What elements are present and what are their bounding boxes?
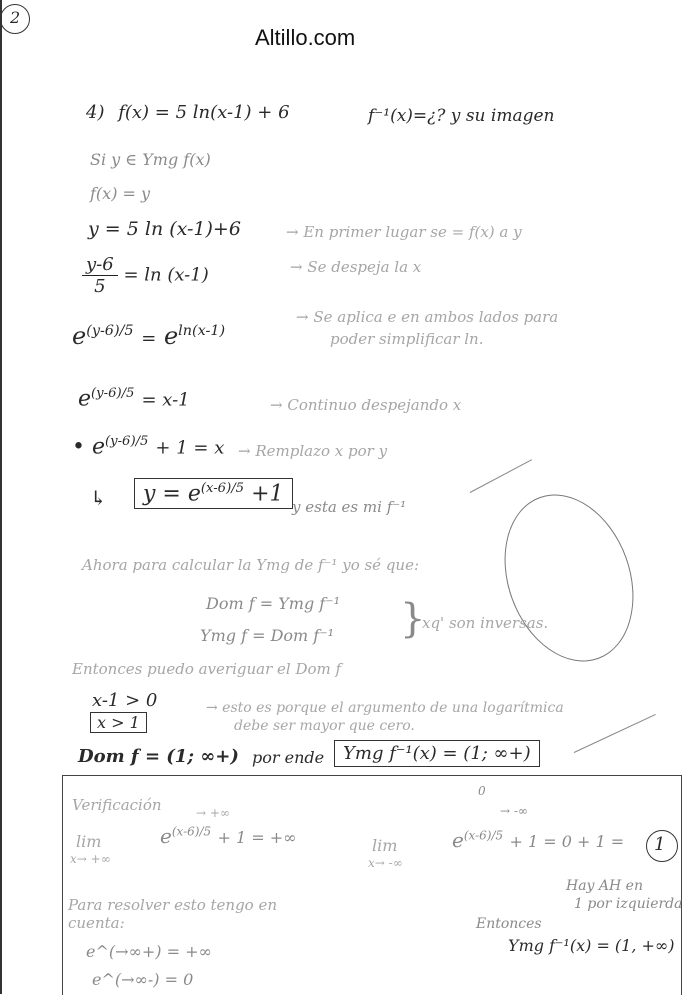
reminder-line-2: cuenta: [68,914,125,932]
then-label: Entonces [476,916,542,932]
step-7-note: → Remplazo x por y [238,442,388,460]
step-4-note: → Se despeja la x [290,258,422,276]
limit-1-sub: x→ +∞ [70,852,111,866]
inverse-function-result: $y = e^{(x-6)/5} +1$ [134,478,293,509]
step-5-note-line2: poder simplificar ln. [330,330,484,348]
doodle-circle [482,476,655,679]
limit-2-sub: x→ -∞ [368,856,403,870]
inequality-note-2: debe ser mayor que cero. [234,718,415,734]
rule-1: e^(→∞+) = +∞ [86,942,212,961]
site-header: Altillo.com [255,25,356,50]
inverse-note: xq' son inversas. [422,614,549,632]
problem-function: f(x) = 5 ln(x-1) + 6 [118,102,290,123]
step-7-exponent: (y-6)/5 [105,434,149,449]
limit-2-above-b: → -∞ [500,804,528,818]
step-3: y = 5 ln (x-1)+6 [88,218,241,240]
step-1: Si y ∈ Ymg f(x) [90,150,211,169]
limit-2-result: 1 [654,834,665,855]
step-4 [82,254,209,297]
limit-2-above-a: 0 [478,784,486,798]
rule-2: e^(→∞-) = 0 [92,970,194,989]
step-6-exponent: (y-6)/5 [91,386,135,401]
step-2: f(x) = y [90,184,151,203]
inequality-note-1: → esto es porque el argumento de una logarítmica [206,700,564,716]
problem-question: f⁻¹(x)=¿? y su imagen [368,106,555,126]
domain-link: por ende [252,748,325,767]
step-8-note: y esta es mi f⁻¹ [292,498,407,516]
inverse-exponent: (x-6)/5 [200,481,245,496]
step-5-note-line1: → Se aplica e en ambos lados para [296,308,559,326]
step-6: $e^{(y-6)/5} = x-1$ [78,386,190,412]
inequality-2: x > 1 [90,712,147,733]
domain-result: Dom f = (1; ∞+) [78,746,239,767]
reminder-line-1: Para resolver esto tengo en [68,896,278,914]
step-4-rhs: = ln (x-1) [123,264,209,286]
limit-1-label: lim [76,832,102,851]
step-7: • $e^{(y-6)/5} + 1 = x$ [72,434,225,460]
limit-1-expression: $e^{(x-6)/5} + 1$ = +∞ [160,824,297,848]
image-intro: Ahora para calcular la Ymg de f⁻¹ yo sé que: [82,556,420,574]
decorative-stroke [574,714,656,753]
dom-eq-2: Ymg f = Dom f⁻¹ [200,626,335,645]
verification-title: Verificación [72,796,162,814]
brace: } [400,596,426,642]
dom-eq-1: Dom f = Ymg f⁻¹ [206,594,341,613]
final-range: Ymg f⁻¹(x) = (1, +∞) [508,936,675,955]
step-5-rhs-exponent: ln(x-1) [178,323,226,339]
step-6-note: → Continuo despejando x [270,396,462,414]
limit-2-label: lim [372,836,398,855]
asymptote-note-2: 1 por izquierda [574,896,683,912]
step-5-exponent: (y-6)/5 [86,323,134,339]
limit-1-above: → +∞ [196,806,230,820]
domain-intro: Entonces puedo averiguar el Dom f [72,660,342,678]
asymptote-note-1: Hay AH en [566,878,643,894]
limit-2-expression: $e^{(x-6)/5} + 1 = 0 + 1$ = [452,828,625,852]
page-number: 2 [2,8,12,27]
left-margin-rule [0,0,2,994]
step-4-denominator: 5 [94,276,106,297]
step-8-arrow: ↳ [90,486,107,510]
inequality-1: x-1 > 0 [92,690,158,711]
step-3-note: → En primer lugar se = f(x) a y [286,223,522,241]
step-5: $e^{(y-6)/5} = e^{ln(x-1)}$ [72,322,226,350]
range-result: Ymg f⁻¹(x) = (1; ∞+) [334,740,540,767]
problem-statement [86,102,290,123]
problem-label: 4) [86,102,105,123]
doodle-stroke [470,459,532,493]
step-4-numerator: y-6 [82,254,118,276]
